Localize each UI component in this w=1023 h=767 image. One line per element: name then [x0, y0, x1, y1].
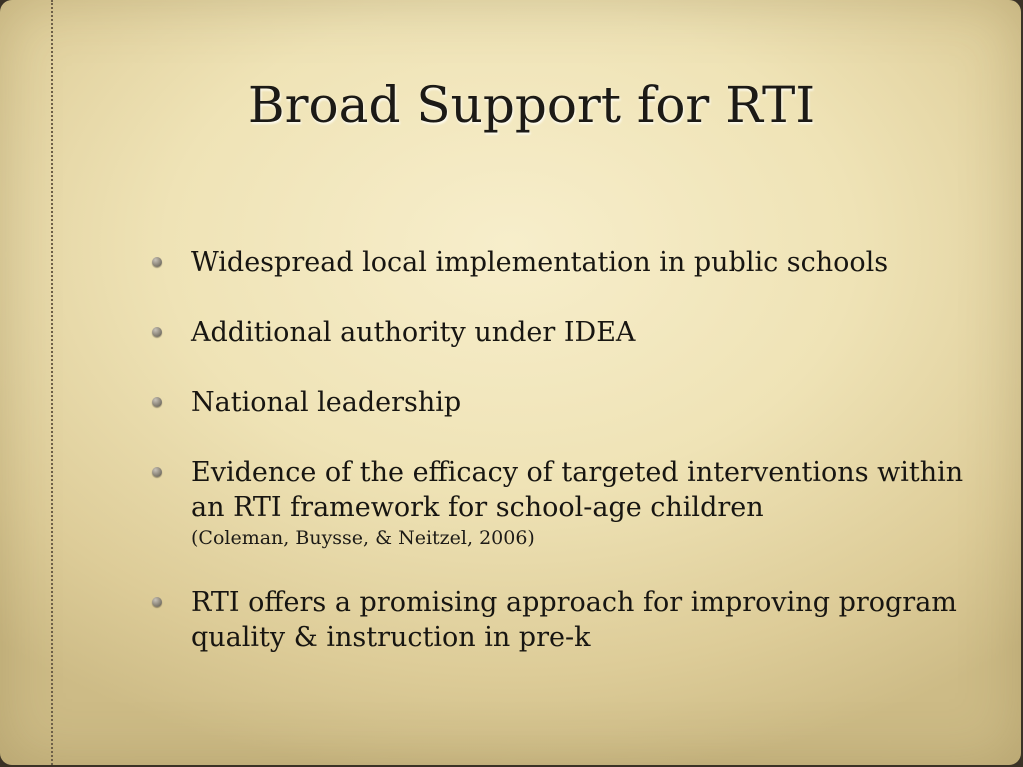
list-item	[150, 385, 980, 420]
bullet-citation: (Coleman, Buysse, & Neitzel, 2006)	[191, 527, 535, 549]
bullet-dot-icon	[152, 467, 162, 477]
bullet-text: RTI offers a promising approach for improving program quality & instruction in pre-k	[191, 587, 957, 653]
bullet-text: National leadership	[191, 387, 462, 418]
list-item	[150, 245, 980, 280]
list-item	[150, 455, 980, 551]
bullet-dot-icon	[152, 257, 162, 267]
bullet-dot-icon	[152, 597, 162, 607]
bullet-text: Additional authority under IDEA	[191, 317, 636, 348]
bullet-dot-icon	[152, 397, 162, 407]
bullet-text: Evidence of the efficacy of targeted interventions within an RTI framework for school-age children	[191, 457, 964, 523]
slide-title: Broad Support for RTI	[247, 76, 816, 134]
bullet-list	[150, 245, 980, 655]
list-item	[150, 315, 980, 350]
bullet-dot-icon	[152, 327, 162, 337]
bullet-text: Widespread local implementation in public schools	[191, 247, 889, 278]
list-item	[150, 585, 980, 655]
